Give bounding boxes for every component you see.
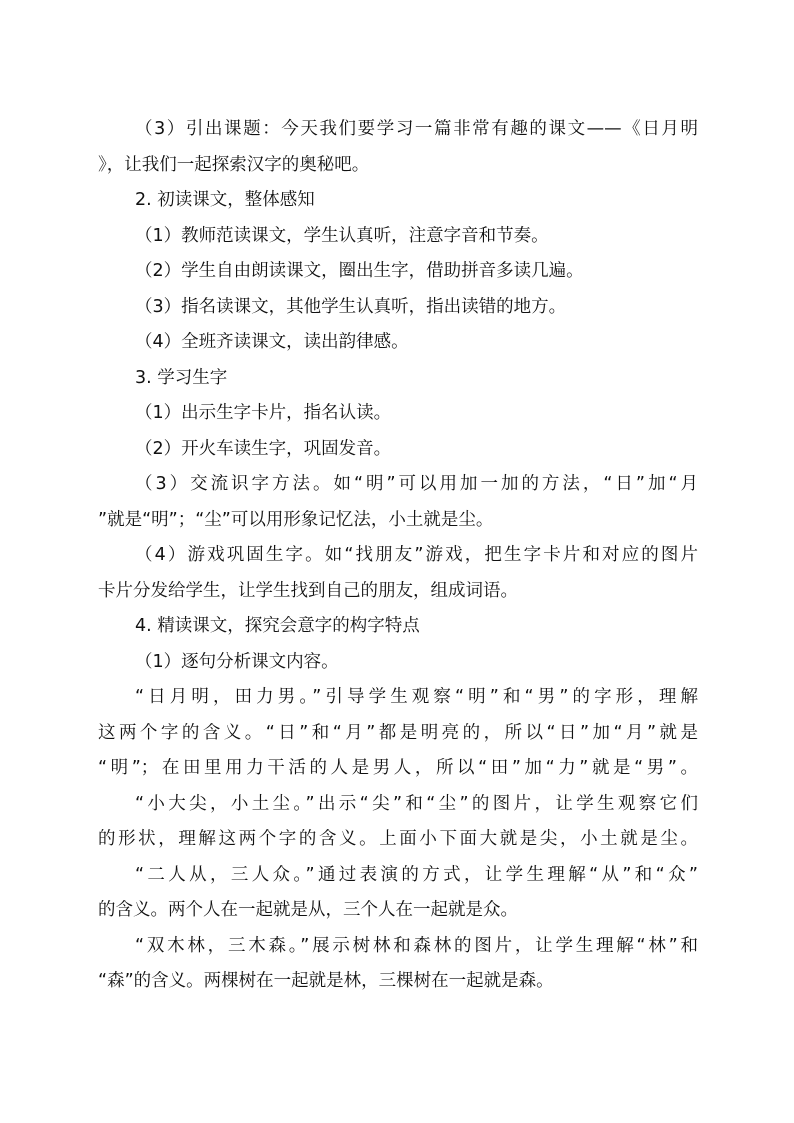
- paragraph-line: 的含义。两个人在一起就是从，三个人在一起就是众。: [98, 900, 518, 920]
- paragraph-line: （4）游戏巩固生字。如“找朋友”游戏，把生字卡片和对应的图片: [135, 545, 698, 565]
- paragraph-line: （3）交流识字方法。如“明”可以用加一加的方法，“日”加“月: [135, 474, 698, 494]
- paragraph-line: （1）教师范读课文，学生认真听，注意字音和节奏。: [135, 225, 549, 246]
- paragraph-line: 》，让我们一起探索汉字的奥秘吧。: [98, 154, 370, 175]
- paragraph-line: “森”的含义。两棵树在一起就是林，三棵树在一起就是森。: [98, 971, 554, 991]
- paragraph-line: （4）全班齐读课文，读出韵律感。: [135, 332, 409, 352]
- paragraph-line: 卡片分发给学生，让学生找到自己的朋友，组成词语。: [98, 580, 518, 601]
- section-heading: 3. 学习生字: [135, 367, 228, 388]
- paragraph-line: “双木林，三木森。”展示树林和森林的图片，让学生理解“林”和: [135, 935, 698, 956]
- paragraph-line: （1）出示生字卡片，指名认读。: [135, 403, 392, 423]
- paragraph-line: （1）逐句分析课文内容。: [135, 651, 339, 672]
- paragraph-line: “明”；在田里用力干活的人是男人，所以“田”加“力”就是“男”。: [98, 758, 698, 778]
- paragraph-line: “日月明，田力男。”引导学生观察“明”和“男”的字形，理解: [135, 687, 698, 707]
- paragraph-line: “二人从，三人众。”通过表演的方式，让学生理解“从”和“众”: [135, 864, 698, 885]
- paragraph-line: （2）开火车读生字，巩固发音。: [135, 438, 392, 459]
- paragraph-line: （2）学生自由朗读课文，圈出生字，借助拼音多读几遍。: [135, 261, 584, 281]
- paragraph-line: ”就是“明”；“尘”可以用形象记忆法，小土就是尘。: [98, 509, 494, 530]
- section-heading: 4. 精读课文，探究会意字的构字特点: [135, 616, 420, 636]
- document-body: [98, 112, 698, 1000]
- section-heading: 2. 初读课文，整体感知: [135, 190, 315, 210]
- paragraph-line: （3）引出课题：今天我们要学习一篇非常有趣的课文——《日月明: [135, 119, 698, 139]
- paragraph-line: “小大尖，小土尘。”出示“尖”和“尘”的图片，让学生观察它们: [135, 793, 698, 814]
- paragraph-line: （3）指名读课文，其他学生认真听，指出读错的地方。: [135, 296, 567, 317]
- paragraph-line: 的形状，理解这两个字的含义。上面小下面大就是尖，小土就是尘。: [98, 829, 698, 849]
- paragraph-line: 这两个字的含义。“日”和“月”都是明亮的，所以“日”加“月”就是: [98, 722, 698, 743]
